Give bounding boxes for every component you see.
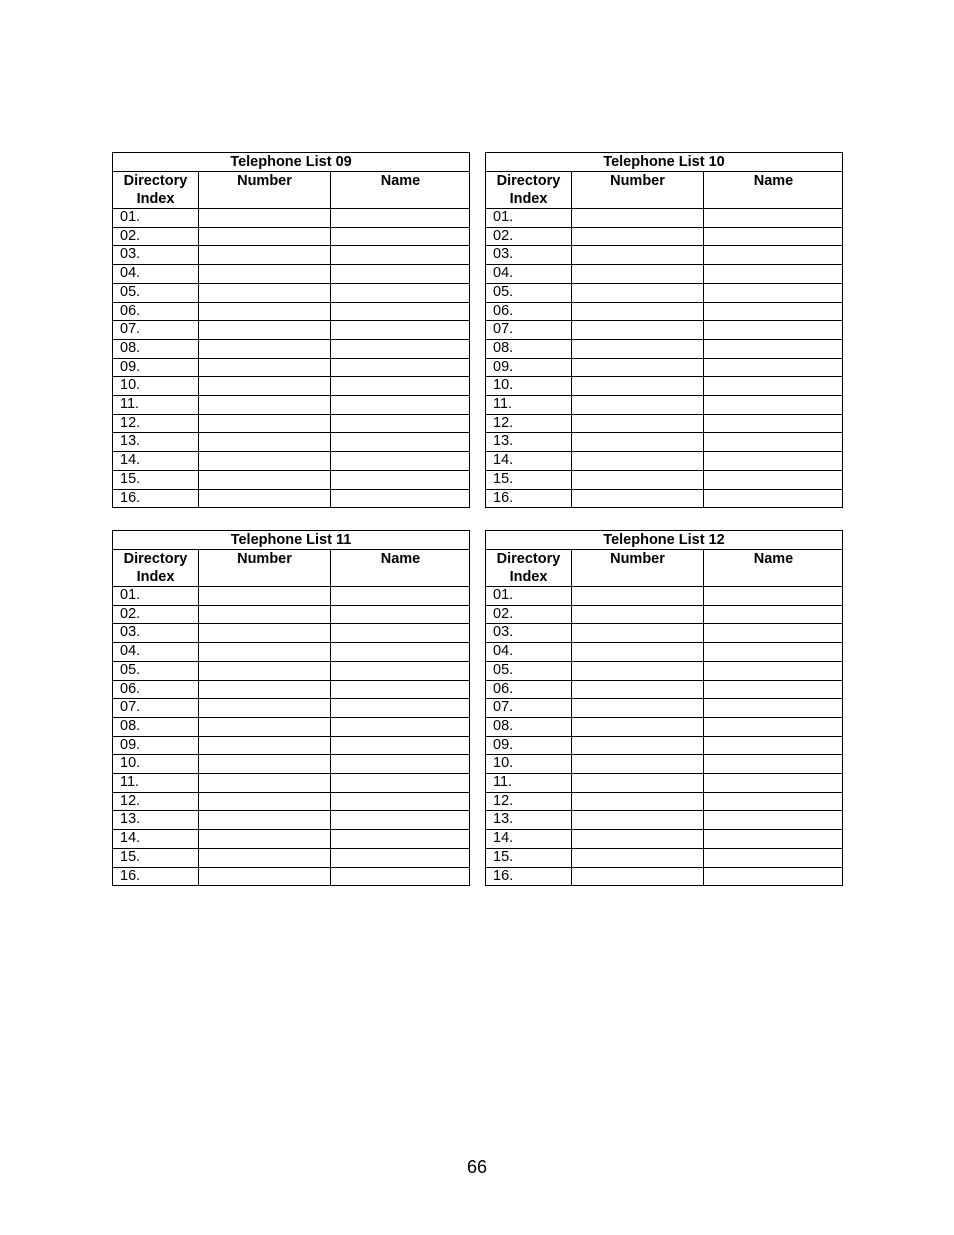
name-cell[interactable] — [704, 246, 843, 265]
table-row — [486, 209, 843, 228]
table-title: Telephone List 12 — [486, 531, 843, 550]
number-header: Number — [572, 550, 704, 587]
table-row — [113, 774, 470, 793]
number-cell[interactable] — [199, 470, 331, 489]
name-cell[interactable] — [331, 755, 470, 774]
table-row — [486, 792, 843, 811]
name-cell[interactable] — [704, 811, 843, 830]
table-row — [113, 624, 470, 643]
table-row — [486, 867, 843, 886]
table-row — [113, 830, 470, 849]
number-cell[interactable] — [572, 661, 704, 680]
number-cell[interactable] — [572, 867, 704, 886]
name-cell[interactable] — [331, 283, 470, 302]
name-cell[interactable] — [331, 848, 470, 867]
directory-index-cell: 04. — [113, 643, 199, 662]
name-cell[interactable] — [331, 358, 470, 377]
directory-index-cell: 07. — [486, 699, 572, 718]
table-row — [113, 339, 470, 358]
number-cell[interactable] — [199, 643, 331, 662]
directory-index-cell: 08. — [486, 717, 572, 736]
number-cell[interactable] — [572, 265, 704, 284]
directory-index-cell: 11. — [113, 774, 199, 793]
directory-index-cell: 15. — [486, 470, 572, 489]
name-cell[interactable] — [704, 283, 843, 302]
page-number: 66 — [466, 1157, 488, 1177]
number-cell[interactable] — [572, 358, 704, 377]
directory-index-cell: 07. — [113, 699, 199, 718]
number-cell[interactable] — [572, 321, 704, 340]
name-cell[interactable] — [331, 699, 470, 718]
table-row — [113, 321, 470, 340]
name-cell[interactable] — [331, 643, 470, 662]
number-cell[interactable] — [572, 339, 704, 358]
table-row — [486, 302, 843, 321]
directory-index-cell: 13. — [113, 433, 199, 452]
directory-index-header-line1: Directory — [496, 173, 561, 189]
number-cell[interactable] — [572, 848, 704, 867]
number-cell[interactable] — [572, 755, 704, 774]
name-cell[interactable] — [704, 377, 843, 396]
table-title-row — [486, 531, 843, 550]
number-cell[interactable] — [199, 433, 331, 452]
table-row — [486, 661, 843, 680]
name-header: Name — [331, 550, 470, 587]
number-cell[interactable] — [199, 736, 331, 755]
column-header-row — [486, 172, 843, 209]
table-title-row — [113, 531, 470, 550]
number-cell[interactable] — [199, 774, 331, 793]
directory-index-header — [486, 550, 572, 587]
directory-index-cell: 12. — [486, 414, 572, 433]
table-row — [113, 377, 470, 396]
number-cell[interactable] — [199, 848, 331, 867]
directory-index-cell: 04. — [486, 643, 572, 662]
number-cell[interactable] — [199, 302, 331, 321]
table-row — [486, 452, 843, 471]
directory-index-cell: 14. — [486, 830, 572, 849]
name-cell[interactable] — [331, 302, 470, 321]
number-cell[interactable] — [572, 227, 704, 246]
number-cell[interactable] — [199, 283, 331, 302]
directory-index-cell: 07. — [113, 321, 199, 340]
table-row — [113, 811, 470, 830]
name-cell[interactable] — [331, 209, 470, 228]
directory-index-header — [113, 172, 199, 209]
directory-index-cell: 02. — [113, 605, 199, 624]
name-cell[interactable] — [704, 339, 843, 358]
column-header-row — [113, 550, 470, 587]
directory-index-cell: 02. — [486, 227, 572, 246]
name-cell[interactable] — [704, 396, 843, 415]
name-cell[interactable] — [331, 605, 470, 624]
number-cell[interactable] — [199, 624, 331, 643]
name-cell[interactable] — [704, 736, 843, 755]
table-row — [113, 755, 470, 774]
name-cell[interactable] — [704, 605, 843, 624]
directory-index-cell: 03. — [113, 246, 199, 265]
number-cell[interactable] — [199, 265, 331, 284]
directory-index-cell: 11. — [486, 396, 572, 415]
number-cell[interactable] — [572, 717, 704, 736]
table-row — [113, 452, 470, 471]
directory-index-header-line2: Index — [509, 569, 548, 585]
table-row — [113, 717, 470, 736]
table-row — [113, 209, 470, 228]
name-cell[interactable] — [331, 811, 470, 830]
name-cell[interactable] — [331, 661, 470, 680]
name-cell[interactable] — [704, 867, 843, 886]
column-header-row — [113, 172, 470, 209]
table-row — [113, 433, 470, 452]
directory-index-cell: 14. — [113, 830, 199, 849]
directory-index-header-line2: Index — [509, 191, 548, 207]
name-cell[interactable] — [704, 792, 843, 811]
name-cell[interactable] — [331, 717, 470, 736]
number-cell[interactable] — [199, 605, 331, 624]
directory-index-cell: 01. — [486, 587, 572, 606]
name-cell[interactable] — [331, 624, 470, 643]
name-cell[interactable] — [331, 830, 470, 849]
directory-index-cell: 05. — [113, 283, 199, 302]
name-header: Name — [704, 550, 843, 587]
directory-index-cell: 02. — [486, 605, 572, 624]
directory-index-cell: 10. — [113, 755, 199, 774]
number-cell[interactable] — [572, 736, 704, 755]
name-cell[interactable] — [331, 774, 470, 793]
table-row — [113, 661, 470, 680]
table-row — [486, 755, 843, 774]
name-cell[interactable] — [331, 736, 470, 755]
directory-index-cell: 16. — [113, 489, 199, 508]
number-cell[interactable] — [572, 624, 704, 643]
number-cell[interactable] — [572, 452, 704, 471]
column-header-row — [486, 550, 843, 587]
name-header: Name — [331, 172, 470, 209]
name-cell[interactable] — [704, 489, 843, 508]
table-row — [113, 587, 470, 606]
number-cell[interactable] — [572, 377, 704, 396]
name-cell[interactable] — [331, 227, 470, 246]
number-cell[interactable] — [199, 396, 331, 415]
table-row — [113, 227, 470, 246]
number-cell[interactable] — [199, 321, 331, 340]
table-row — [486, 489, 843, 508]
number-cell[interactable] — [572, 246, 704, 265]
directory-index-header-line2: Index — [136, 569, 175, 585]
table-row — [486, 433, 843, 452]
directory-index-cell: 04. — [486, 265, 572, 284]
name-cell[interactable] — [704, 414, 843, 433]
directory-index-cell: 06. — [113, 302, 199, 321]
directory-index-cell: 02. — [113, 227, 199, 246]
directory-index-cell: 12. — [113, 414, 199, 433]
table-row — [486, 774, 843, 793]
number-cell[interactable] — [572, 830, 704, 849]
table-row — [113, 643, 470, 662]
directory-index-cell: 03. — [486, 624, 572, 643]
name-cell[interactable] — [704, 358, 843, 377]
table-row — [486, 470, 843, 489]
directory-index-cell: 13. — [113, 811, 199, 830]
table-row — [113, 867, 470, 886]
table-row — [113, 396, 470, 415]
directory-index-cell: 11. — [113, 396, 199, 415]
directory-index-cell: 05. — [486, 283, 572, 302]
telephone-list-09-table — [112, 152, 470, 508]
directory-index-header-line1: Directory — [496, 551, 561, 567]
number-cell[interactable] — [199, 717, 331, 736]
directory-index-cell: 15. — [113, 848, 199, 867]
directory-index-cell: 12. — [486, 792, 572, 811]
name-cell[interactable] — [331, 433, 470, 452]
table-row — [486, 396, 843, 415]
directory-index-cell: 08. — [113, 717, 199, 736]
telephone-list-10-table — [485, 152, 843, 508]
directory-index-cell: 16. — [486, 867, 572, 886]
name-cell[interactable] — [704, 227, 843, 246]
number-cell[interactable] — [199, 377, 331, 396]
name-cell[interactable] — [704, 774, 843, 793]
table-row — [113, 792, 470, 811]
number-cell[interactable] — [199, 811, 331, 830]
directory-index-cell: 12. — [113, 792, 199, 811]
number-cell[interactable] — [572, 680, 704, 699]
name-cell[interactable] — [704, 680, 843, 699]
table-row — [113, 848, 470, 867]
name-cell[interactable] — [704, 643, 843, 662]
directory-index-cell: 06. — [113, 680, 199, 699]
number-cell[interactable] — [199, 246, 331, 265]
name-cell[interactable] — [704, 699, 843, 718]
number-cell[interactable] — [199, 792, 331, 811]
directory-index-cell: 01. — [113, 209, 199, 228]
table-row — [113, 489, 470, 508]
table-row — [486, 283, 843, 302]
number-cell[interactable] — [572, 774, 704, 793]
number-cell[interactable] — [199, 452, 331, 471]
table-title-row — [113, 153, 470, 172]
number-cell[interactable] — [572, 699, 704, 718]
number-cell[interactable] — [199, 680, 331, 699]
name-cell[interactable] — [704, 848, 843, 867]
table-row — [486, 265, 843, 284]
directory-index-header-line1: Directory — [123, 173, 188, 189]
directory-index-cell: 05. — [113, 661, 199, 680]
directory-index-cell: 08. — [486, 339, 572, 358]
table-row — [113, 265, 470, 284]
name-cell[interactable] — [331, 452, 470, 471]
directory-index-cell: 16. — [113, 867, 199, 886]
table-title: Telephone List 09 — [113, 153, 470, 172]
name-cell[interactable] — [704, 452, 843, 471]
name-cell[interactable] — [331, 339, 470, 358]
number-cell[interactable] — [199, 339, 331, 358]
name-cell[interactable] — [704, 587, 843, 606]
directory-index-cell: 05. — [486, 661, 572, 680]
table-row — [113, 246, 470, 265]
table-title-row — [486, 153, 843, 172]
number-cell[interactable] — [572, 414, 704, 433]
table-row — [113, 699, 470, 718]
name-cell[interactable] — [704, 717, 843, 736]
table-row — [486, 227, 843, 246]
number-cell[interactable] — [572, 792, 704, 811]
directory-index-cell: 13. — [486, 811, 572, 830]
table-row — [113, 414, 470, 433]
name-cell[interactable] — [704, 302, 843, 321]
directory-index-cell: 06. — [486, 302, 572, 321]
name-cell[interactable] — [331, 377, 470, 396]
name-cell[interactable] — [704, 755, 843, 774]
table-row — [113, 302, 470, 321]
table-row — [486, 848, 843, 867]
directory-index-cell: 14. — [486, 452, 572, 471]
name-cell[interactable] — [704, 830, 843, 849]
directory-index-cell: 15. — [486, 848, 572, 867]
directory-index-cell: 06. — [486, 680, 572, 699]
number-cell[interactable] — [199, 830, 331, 849]
name-header: Name — [704, 172, 843, 209]
directory-index-cell: 01. — [486, 209, 572, 228]
number-header: Number — [199, 550, 331, 587]
number-cell[interactable] — [572, 283, 704, 302]
number-cell[interactable] — [572, 605, 704, 624]
directory-index-cell: 08. — [113, 339, 199, 358]
telephone-list-12-table — [485, 530, 843, 886]
name-cell[interactable] — [331, 587, 470, 606]
directory-index-cell: 03. — [486, 246, 572, 265]
name-cell[interactable] — [704, 433, 843, 452]
table-row — [486, 587, 843, 606]
directory-index-cell: 13. — [486, 433, 572, 452]
name-cell[interactable] — [331, 265, 470, 284]
directory-index-cell: 09. — [113, 736, 199, 755]
table-row — [486, 246, 843, 265]
name-cell[interactable] — [331, 680, 470, 699]
directory-index-cell: 09. — [486, 736, 572, 755]
number-cell[interactable] — [199, 587, 331, 606]
table-row — [486, 321, 843, 340]
number-cell[interactable] — [572, 433, 704, 452]
number-cell[interactable] — [199, 414, 331, 433]
directory-index-cell: 07. — [486, 321, 572, 340]
name-cell[interactable] — [331, 396, 470, 415]
name-cell[interactable] — [331, 470, 470, 489]
table-row — [486, 624, 843, 643]
number-cell[interactable] — [572, 302, 704, 321]
number-cell[interactable] — [199, 699, 331, 718]
name-cell[interactable] — [331, 792, 470, 811]
number-header: Number — [572, 172, 704, 209]
number-cell[interactable] — [572, 587, 704, 606]
directory-index-cell: 01. — [113, 587, 199, 606]
name-cell[interactable] — [331, 414, 470, 433]
directory-index-cell: 09. — [486, 358, 572, 377]
table-row — [486, 736, 843, 755]
table-row — [113, 736, 470, 755]
number-cell[interactable] — [572, 811, 704, 830]
directory-index-cell: 10. — [486, 377, 572, 396]
directory-index-cell: 15. — [113, 470, 199, 489]
directory-index-cell: 03. — [113, 624, 199, 643]
directory-index-cell: 11. — [486, 774, 572, 793]
directory-index-cell: 16. — [486, 489, 572, 508]
name-cell[interactable] — [331, 867, 470, 886]
table-row — [486, 830, 843, 849]
table-title: Telephone List 11 — [113, 531, 470, 550]
table-row — [486, 414, 843, 433]
directory-index-cell: 10. — [113, 377, 199, 396]
table-row — [486, 717, 843, 736]
number-cell[interactable] — [572, 643, 704, 662]
table-row — [486, 811, 843, 830]
table-row — [486, 358, 843, 377]
name-cell[interactable] — [331, 489, 470, 508]
directory-index-cell: 14. — [113, 452, 199, 471]
number-cell[interactable] — [572, 209, 704, 228]
name-cell[interactable] — [704, 470, 843, 489]
number-cell[interactable] — [199, 209, 331, 228]
table-row — [486, 680, 843, 699]
directory-index-header — [486, 172, 572, 209]
number-cell[interactable] — [572, 470, 704, 489]
name-cell[interactable] — [704, 265, 843, 284]
name-cell[interactable] — [704, 321, 843, 340]
name-cell[interactable] — [331, 321, 470, 340]
number-header: Number — [199, 172, 331, 209]
name-cell[interactable] — [704, 209, 843, 228]
number-cell[interactable] — [199, 661, 331, 680]
table-row — [486, 377, 843, 396]
number-cell[interactable] — [199, 867, 331, 886]
directory-index-header-line2: Index — [136, 191, 175, 207]
directory-index-cell: 10. — [486, 755, 572, 774]
telephone-list-11-table — [112, 530, 470, 886]
directory-index-cell: 09. — [113, 358, 199, 377]
number-cell[interactable] — [572, 396, 704, 415]
directory-index-header-line1: Directory — [123, 551, 188, 567]
table-row — [486, 605, 843, 624]
table-row — [113, 680, 470, 699]
table-row — [486, 643, 843, 662]
directory-index-header — [113, 550, 199, 587]
directory-index-cell: 04. — [113, 265, 199, 284]
name-cell[interactable] — [331, 246, 470, 265]
table-row — [113, 358, 470, 377]
table-row — [113, 470, 470, 489]
number-cell[interactable] — [199, 755, 331, 774]
number-cell[interactable] — [199, 227, 331, 246]
name-cell[interactable] — [704, 661, 843, 680]
table-title: Telephone List 10 — [486, 153, 843, 172]
table-row — [113, 283, 470, 302]
number-cell[interactable] — [199, 489, 331, 508]
table-row — [486, 339, 843, 358]
name-cell[interactable] — [704, 624, 843, 643]
table-row — [113, 605, 470, 624]
number-cell[interactable] — [199, 358, 331, 377]
table-row — [486, 699, 843, 718]
number-cell[interactable] — [572, 489, 704, 508]
